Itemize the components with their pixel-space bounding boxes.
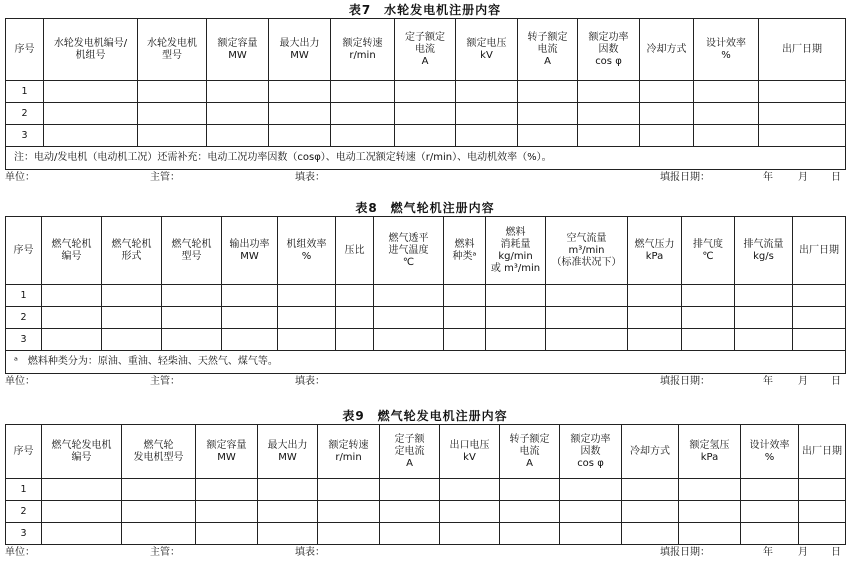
table-cell[interactable] (331, 81, 395, 103)
table-cell[interactable] (500, 501, 560, 523)
table-cell[interactable] (694, 103, 759, 125)
table-cell[interactable] (222, 329, 278, 351)
header-cell: 燃气轮机 形式 (102, 217, 162, 285)
header-cell: 冷却方式 (622, 425, 679, 479)
table-cell[interactable] (546, 285, 628, 307)
table-cell[interactable] (44, 125, 138, 147)
header-cell: 序号 (6, 425, 42, 479)
table-cell[interactable] (331, 125, 395, 147)
table-cell[interactable] (694, 81, 759, 103)
header-cell: 额定容量 MW (207, 19, 269, 81)
table7 (5, 18, 846, 170)
table-cell[interactable] (735, 285, 793, 307)
table-cell[interactable] (793, 285, 846, 307)
table-cell[interactable] (518, 81, 578, 103)
table-cell[interactable] (336, 307, 374, 329)
table-row (6, 307, 846, 329)
table-cell[interactable] (560, 501, 622, 523)
unit-label: 单位： (5, 172, 35, 183)
header-cell: 水轮发电机 型号 (138, 19, 207, 81)
table-cell[interactable] (486, 285, 546, 307)
table-cell[interactable] (440, 501, 500, 523)
header-cell: 转子额定 电流 A (518, 19, 578, 81)
table8 (5, 216, 846, 374)
table-cell[interactable] (42, 329, 102, 351)
table-cell[interactable] (679, 479, 741, 501)
header-cell: 设计效率 % (741, 425, 799, 479)
year-label: 年 (763, 547, 773, 558)
table-cell[interactable] (546, 307, 628, 329)
row-number: 1 (6, 81, 44, 103)
table9-title: 表9 燃气轮发电机注册内容 (342, 409, 508, 423)
header-cell: 出厂日期 (799, 425, 846, 479)
supervisor-label: 主管： (150, 547, 180, 558)
table-cell[interactable] (336, 285, 374, 307)
table-cell[interactable] (759, 81, 846, 103)
table-cell[interactable] (440, 479, 500, 501)
table8-header-row (6, 217, 846, 285)
table-cell[interactable] (44, 103, 138, 125)
header-cell: 额定功率 因数 cos φ (578, 19, 640, 81)
header-cell: 燃料 消耗量 kg/min 或 m³/min (486, 217, 546, 285)
table8-section (5, 200, 845, 389)
table-row (6, 81, 846, 103)
header-cell: 燃气轮发电机 编号 (42, 425, 122, 479)
table7-note-row (6, 147, 846, 170)
unit-label: 单位： (5, 547, 35, 558)
date-label: 填报日期： (660, 172, 710, 183)
table-cell[interactable] (456, 125, 518, 147)
table-cell[interactable] (640, 125, 694, 147)
table-cell[interactable] (759, 103, 846, 125)
table-row (6, 285, 846, 307)
header-cell: 空气流量 m³/min （标准状况下） (546, 217, 628, 285)
table-cell[interactable] (102, 285, 162, 307)
table-cell[interactable] (318, 501, 380, 523)
table-cell[interactable] (486, 329, 546, 351)
table-cell[interactable] (222, 307, 278, 329)
table-cell[interactable] (196, 501, 258, 523)
table-cell[interactable] (207, 81, 269, 103)
header-cell: 出厂日期 (759, 19, 846, 81)
table-cell[interactable] (42, 501, 122, 523)
header-cell: 序号 (6, 19, 44, 81)
table-cell[interactable] (331, 103, 395, 125)
day-label: 日 (831, 172, 841, 183)
table-cell[interactable] (793, 329, 846, 351)
table-cell[interactable] (138, 81, 207, 103)
filler-label: 填表： (295, 376, 325, 387)
filler-label: 填表： (295, 547, 325, 558)
table-cell[interactable] (336, 329, 374, 351)
row-number: 2 (6, 307, 42, 329)
table-cell[interactable] (640, 103, 694, 125)
supervisor-label: 主管： (150, 172, 180, 183)
header-cell: 额定电压 kV (456, 19, 518, 81)
table8-title: 表8 燃气轮机注册内容 (355, 201, 495, 215)
table-cell[interactable] (318, 479, 380, 501)
header-cell: 出口电压 kV (440, 425, 500, 479)
row-number: 2 (6, 103, 44, 125)
table-cell[interactable] (196, 523, 258, 545)
table-cell[interactable] (456, 103, 518, 125)
table-row (6, 501, 846, 523)
table-cell[interactable] (444, 285, 486, 307)
table-cell[interactable] (500, 523, 560, 545)
month-label: 月 (798, 547, 808, 558)
header-cell: 燃气轮机 编号 (42, 217, 102, 285)
year-label: 年 (763, 172, 773, 183)
table-cell[interactable] (518, 103, 578, 125)
table7-title: 表7 水轮发电机注册内容 (348, 3, 502, 17)
table8-footer (5, 375, 845, 389)
table-cell[interactable] (735, 307, 793, 329)
table-cell[interactable] (640, 81, 694, 103)
table-cell[interactable] (440, 523, 500, 545)
table-cell[interactable] (799, 523, 846, 545)
table-cell[interactable] (162, 307, 222, 329)
table9-header-row (6, 425, 846, 479)
table-cell[interactable] (395, 125, 456, 147)
date-label: 填报日期： (660, 547, 710, 558)
day-label: 日 (831, 376, 841, 387)
row-number: 3 (6, 125, 44, 147)
table-cell[interactable] (374, 329, 444, 351)
table-row (6, 103, 846, 125)
date-label: 填报日期： (660, 376, 710, 387)
table7-header-row (6, 19, 846, 81)
table-cell[interactable] (138, 103, 207, 125)
table-cell[interactable] (278, 307, 336, 329)
table-cell[interactable] (456, 81, 518, 103)
table-cell[interactable] (278, 285, 336, 307)
header-cell: 额定转速 r/min (318, 425, 380, 479)
table-cell[interactable] (444, 307, 486, 329)
header-cell: 冷却方式 (640, 19, 694, 81)
row-number: 3 (6, 523, 42, 545)
table-cell[interactable] (741, 479, 799, 501)
table-cell[interactable] (679, 523, 741, 545)
table-row (6, 479, 846, 501)
table-cell[interactable] (122, 501, 196, 523)
table-cell[interactable] (546, 329, 628, 351)
table-cell[interactable] (628, 307, 682, 329)
header-cell: 燃气轮机 型号 (162, 217, 222, 285)
table-row (6, 329, 846, 351)
header-cell: 额定转速 r/min (331, 19, 395, 81)
table7-footer (5, 171, 845, 185)
table-cell[interactable] (258, 523, 318, 545)
header-cell: 额定功率 因数 cos φ (560, 425, 622, 479)
row-number: 3 (6, 329, 42, 351)
header-cell: 设计效率 % (694, 19, 759, 81)
table-cell[interactable] (42, 523, 122, 545)
table-cell[interactable] (799, 501, 846, 523)
table-cell[interactable] (207, 125, 269, 147)
table-cell[interactable] (622, 501, 679, 523)
header-cell: 额定氢压 kPa (679, 425, 741, 479)
header-cell: 转子额定 电流 A (500, 425, 560, 479)
table-cell[interactable] (741, 501, 799, 523)
table-cell[interactable] (102, 329, 162, 351)
table-cell[interactable] (196, 479, 258, 501)
header-cell: 水轮发电机编号/ 机组号 (44, 19, 138, 81)
table-cell[interactable] (269, 125, 331, 147)
table-cell[interactable] (682, 307, 735, 329)
table-cell[interactable] (500, 479, 560, 501)
table-cell[interactable] (759, 125, 846, 147)
table-cell[interactable] (622, 523, 679, 545)
table-cell[interactable] (380, 523, 440, 545)
row-number: 1 (6, 479, 42, 501)
header-cell: 输出功率 MW (222, 217, 278, 285)
table-cell[interactable] (622, 479, 679, 501)
table7-section (5, 2, 845, 185)
table-cell[interactable] (102, 307, 162, 329)
table9-section (5, 408, 845, 560)
table-cell[interactable] (162, 329, 222, 351)
header-cell: 排气度 ℃ (682, 217, 735, 285)
table-cell[interactable] (682, 329, 735, 351)
header-cell: 燃气压力 kPa (628, 217, 682, 285)
row-number: 1 (6, 285, 42, 307)
table-cell[interactable] (518, 125, 578, 147)
table-cell[interactable] (207, 103, 269, 125)
year-label: 年 (763, 376, 773, 387)
unit-label: 单位： (5, 376, 35, 387)
table-cell[interactable] (799, 479, 846, 501)
table-cell[interactable] (560, 479, 622, 501)
table9-footer (5, 546, 845, 560)
table-cell[interactable] (694, 125, 759, 147)
table-cell[interactable] (42, 285, 102, 307)
table8-note: ᵃ 燃料种类分为：原油、重油、轻柴油、天然气、煤气等。 (6, 351, 846, 374)
table-cell[interactable] (578, 81, 640, 103)
table-cell[interactable] (222, 285, 278, 307)
table-cell[interactable] (162, 285, 222, 307)
table-cell[interactable] (682, 285, 735, 307)
header-cell: 最大出力 MW (269, 19, 331, 81)
header-cell: 机组效率 % (278, 217, 336, 285)
table7-note: 注：电动/发电机（电动机工况）还需补充：电动工况功率因数（cosφ）、电动工况额定转速（r/min）、电动机效率（%）。 (6, 147, 846, 170)
table-cell[interactable] (122, 523, 196, 545)
table-cell[interactable] (258, 479, 318, 501)
table9 (5, 424, 846, 545)
table-cell[interactable] (679, 501, 741, 523)
header-cell: 最大出力 MW (258, 425, 318, 479)
table-row (6, 523, 846, 545)
header-cell: 燃料 种类ᵃ (444, 217, 486, 285)
table-cell[interactable] (444, 329, 486, 351)
header-cell: 压比 (336, 217, 374, 285)
table-row (6, 125, 846, 147)
table-cell[interactable] (395, 81, 456, 103)
table-cell[interactable] (380, 479, 440, 501)
month-label: 月 (798, 376, 808, 387)
table-cell[interactable] (578, 103, 640, 125)
table-cell[interactable] (318, 523, 380, 545)
table-cell[interactable] (374, 307, 444, 329)
header-cell: 排气流量 kg/s (735, 217, 793, 285)
supervisor-label: 主管： (150, 376, 180, 387)
header-cell: 定子额 定电流 A (380, 425, 440, 479)
table-cell[interactable] (138, 125, 207, 147)
table-cell[interactable] (486, 307, 546, 329)
table-cell[interactable] (628, 285, 682, 307)
table-cell[interactable] (269, 81, 331, 103)
row-number: 2 (6, 501, 42, 523)
table-cell[interactable] (278, 329, 336, 351)
table-cell[interactable] (793, 307, 846, 329)
header-cell: 定子额定 电流 A (395, 19, 456, 81)
table-cell[interactable] (628, 329, 682, 351)
table-cell[interactable] (122, 479, 196, 501)
header-cell: 燃气透平 进气温度 ℃ (374, 217, 444, 285)
table-cell[interactable] (258, 501, 318, 523)
header-cell: 额定容量 MW (196, 425, 258, 479)
table-cell[interactable] (395, 103, 456, 125)
header-cell: 序号 (6, 217, 42, 285)
table-cell[interactable] (735, 329, 793, 351)
table-cell[interactable] (42, 479, 122, 501)
header-cell: 燃气轮 发电机型号 (122, 425, 196, 479)
day-label: 日 (831, 547, 841, 558)
table-cell[interactable] (269, 103, 331, 125)
table-cell[interactable] (42, 307, 102, 329)
header-cell: 出厂日期 (793, 217, 846, 285)
table-cell[interactable] (741, 523, 799, 545)
table-cell[interactable] (374, 285, 444, 307)
table-cell[interactable] (380, 501, 440, 523)
table-cell[interactable] (560, 523, 622, 545)
filler-label: 填表： (295, 172, 325, 183)
table-cell[interactable] (44, 81, 138, 103)
table8-note-row (6, 351, 846, 374)
table-cell[interactable] (578, 125, 640, 147)
month-label: 月 (798, 172, 808, 183)
